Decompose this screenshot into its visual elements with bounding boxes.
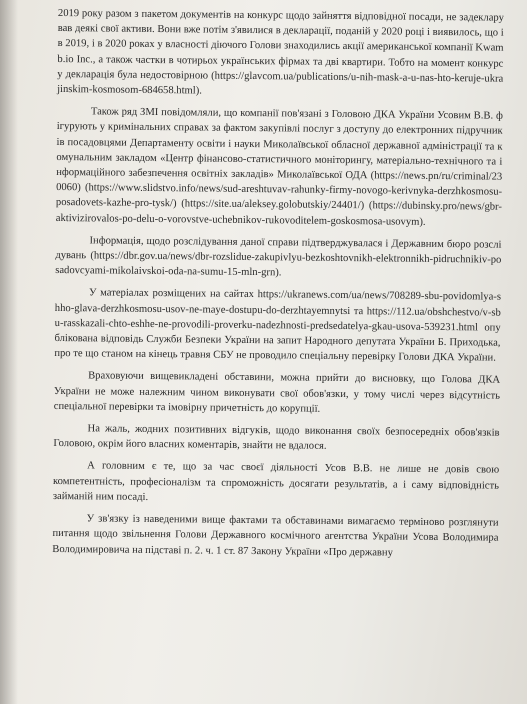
page-shadow (0, 0, 18, 704)
paragraph-declaration: 2019 року разом з пакетом документів на конкурс щодо зайняття відповідної посади, не задекларував деякі свої активи. Вони вже потім з'явилися в декларації, поданій у 2020 році і виявилось, що і в 2019, і в 2020 роках у власності діючого Голови знаходились акції американської компанії Kwamb.io Inc., а також частки в чотирьох українських фірмах та дві квартири. Тобто на момент конкурсу декларація була недостовірною (https://glavcom.ua/publications/u-nih-mask-a-u-nas-hto-keruje-ukrajinskim-kosmosom-684658.html). (57, 7, 504, 97)
document-body (52, 6, 504, 564)
paragraph-demand: У зв'язку із наведеними вище фактами та обставинами вимагаємо терміново розглянути питання щодо звільнення Голови Державного космічного агентства України Усова Володимира Володимировича на підставі п. 2. ч. 1 ст. 87 Закону України «Про державну (52, 513, 499, 559)
paragraph-criminal-cases: Також ряд ЗМІ повідомляли, що компанії пов'язані з Головою ДКА України Усовим В.В. фігурують у кримінальних справах за фактом закупівлі послуг з доступу до електронних підручників посадовцями Департаменту освіти і науки Миколаївської обласної державної адміністрації та комунальним закладом «Центр фінансово-статистичного моніторингу, матеріально-технічного та інформаційного забезпечення освітніх закладів» Миколаївської ОДА (https://news.pn/ru/criminal/230060) (https://www.slidstvo.info/news/sud-areshtuvav-rahunky-firmy-novogo-kerivnyka-derzhkosmosu-posadovets-kazhe-pro-tysk/) (https://site.ua/aleksey.golobutskiy/24401/) (https://dubinsky.pro/news/gbr-aktivizirovalos-po-delu-o-vorovstve-uchebnikov-rukovoditelem-goskosmosa-usovym). (55, 106, 503, 228)
paragraph-no-reviews: На жаль, жодних позитивних відгуків, щодо виконання своїх безпосередніх обов'язків Головою, окрім його власних коментарів, знайти не вдалося. (53, 423, 500, 453)
paragraph-dbr-investigation: Інформація, щодо розслідування даної справи підтверджувалася і Державним бюро розслідувань (https://dbr.gov.ua/news/dbr-rozslidue-zakupivlyu-bezkoshtovnikh-elektronnikh-pidruchnikiv-posadovcyami-mikolaivskoi-oda-na-sumu-15-mln-grn). (55, 235, 502, 279)
paragraph-conclusion: Враховуючи вищевикладені обставини, можна прийти до висновку, що Голова ДКА України не може належним чином виконувати свої обов'язки, у тому числі через відсутність спеціальної перевірки та імовірну причетність до корупції. (53, 370, 501, 415)
paragraph-sbu-response: У матеріалах розміщених на сайтах https://ukranews.com/ua/news/708289-sbu-povidomlya-shho-glava-derzhkosmosu-usov-ne-maye-dostupu-do-derzhtayemnytsi та https://112.ua/obshchestvo/v-sbu-rasskazali-chto-eshhe-ne-provodili-proverku-nadezhnosti-predsedatelya-gkau-usova-539231.html опублікована відповідь Служби Безпеки України на запит Народного депутата України Б. Приходька, про те що станом на кінець травня СБУ не проводило спеціальну перевірку Голови ДКА України. (54, 287, 502, 364)
paragraph-competence: А головним є те, що за час своєї діяльності Усов В.В. не лише не довів свою компетентність, професіоналізм та спроможність досягати результатів, а і саму відповідність займаній ним посаді. (52, 460, 500, 503)
